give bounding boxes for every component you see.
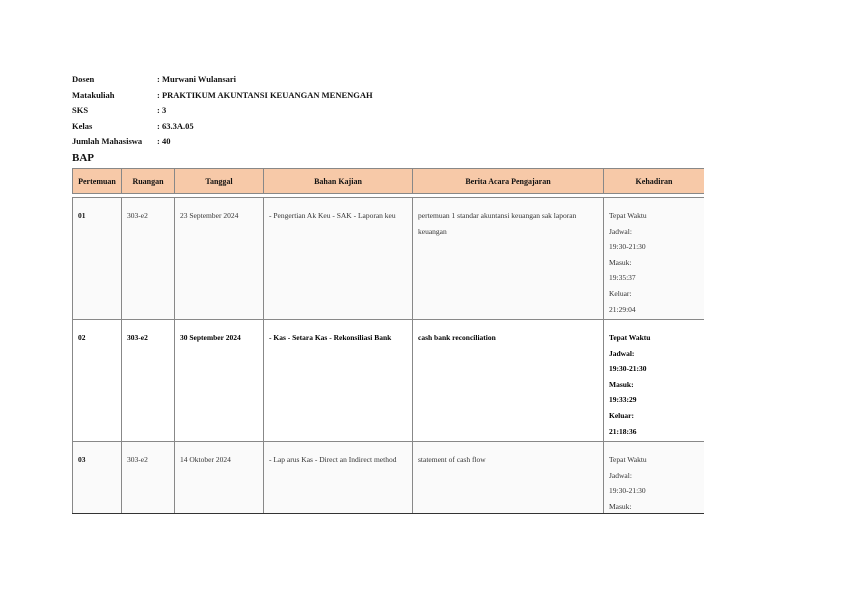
kehadiran-keluar-value: 21:29:04 <box>609 304 636 314</box>
info-row-jumlah-mahasiswa <box>72 134 373 150</box>
info-label: Kelas <box>72 120 93 131</box>
header-ruangan: Ruangan <box>122 169 175 194</box>
kehadiran-jadwal-label: Jadwal: <box>609 226 632 236</box>
info-value: : 3 <box>157 105 167 116</box>
cell-kehadiran <box>604 198 705 320</box>
kehadiran-jadwal-value: 19:30-21:30 <box>609 486 646 496</box>
kehadiran-jadwal-label: Jadwal: <box>609 348 635 358</box>
kehadiran-masuk-label: Masuk: <box>609 379 634 389</box>
table-row <box>73 442 705 515</box>
cell-ruangan: 303-e2 <box>122 442 175 515</box>
kehadiran-masuk-value: 19:35:37 <box>609 273 636 283</box>
header-kehadiran: Kehadiran <box>604 169 705 194</box>
info-label: SKS <box>72 105 89 116</box>
bap-table <box>72 168 704 514</box>
bap-table-container <box>72 168 704 514</box>
kehadiran-status: Tepat Waktu <box>609 455 647 464</box>
kehadiran-jadwal-value: 19:30-21:30 <box>609 364 647 374</box>
kehadiran-status: Tepat Waktu <box>609 333 651 342</box>
cell-berita-acara: statement of cash flow <box>413 442 604 515</box>
kehadiran-jadwal-label: Jadwal: <box>609 470 632 480</box>
kehadiran-masuk-label: Masuk: <box>609 257 632 267</box>
cell-pertemuan: 02 <box>73 320 122 442</box>
table-row <box>73 320 705 442</box>
table-row <box>73 198 705 320</box>
info-value: : 40 <box>157 136 171 147</box>
cell-bahan-kajian: - Lap arus Kas - Direct an Indirect method <box>264 442 413 515</box>
kehadiran-keluar-label: Keluar: <box>609 288 632 298</box>
cell-ruangan: 303-e2 <box>122 320 175 442</box>
kehadiran-masuk-label: Masuk: <box>609 501 632 511</box>
kehadiran-masuk-value: 19:33:29 <box>609 395 637 405</box>
info-label: Matakuliah <box>72 89 115 100</box>
header-bahan-kajian: Bahan Kajian <box>264 169 413 194</box>
info-label: Dosen <box>72 74 95 84</box>
cell-berita-acara: pertemuan 1 standar akuntansi keuangan sak laporan keuangan <box>413 198 604 320</box>
cell-kehadiran <box>604 320 705 442</box>
info-row-dosen <box>72 72 373 88</box>
cell-bahan-kajian: - Kas - Setara Kas - Rekonsiliasi Bank <box>264 320 413 442</box>
cell-tanggal: 23 September 2024 <box>175 198 264 320</box>
info-label: Jumlah Mahasiswa <box>72 136 143 147</box>
kehadiran-keluar-value: 21:18:36 <box>609 426 637 436</box>
cell-kehadiran <box>604 442 705 515</box>
course-info <box>72 72 373 150</box>
kehadiran-jadwal-value: 19:30-21:30 <box>609 242 646 252</box>
kehadiran-status: Tepat Waktu <box>609 211 647 220</box>
cell-bahan-kajian: - Pengertian Ak Keu - SAK - Laporan keu <box>264 198 413 320</box>
info-value: : 63.3A.05 <box>157 120 194 131</box>
section-title: BAP <box>72 152 94 164</box>
header-tanggal: Tanggal <box>175 169 264 194</box>
kehadiran-keluar-label: Keluar: <box>609 410 634 420</box>
info-row-kelas <box>72 119 373 135</box>
cell-pertemuan: 03 <box>73 442 122 515</box>
cell-berita-acara: cash bank reconciliation <box>413 320 604 442</box>
table-header-row <box>73 169 705 194</box>
cell-tanggal: 14 Oktober 2024 <box>175 442 264 515</box>
info-row-sks <box>72 103 373 119</box>
cell-pertemuan: 01 <box>73 198 122 320</box>
header-berita-acara: Berita Acara Pengajaran <box>413 169 604 194</box>
info-value: : Murwani Wulansari <box>157 74 237 84</box>
info-value: : PRAKTIKUM AKUNTANSI KEUANGAN MENENGAH <box>157 89 373 100</box>
cell-tanggal: 30 September 2024 <box>175 320 264 442</box>
header-pertemuan: Pertemuan <box>73 169 122 194</box>
cell-ruangan: 303-e2 <box>122 198 175 320</box>
info-row-matakuliah <box>72 88 373 104</box>
